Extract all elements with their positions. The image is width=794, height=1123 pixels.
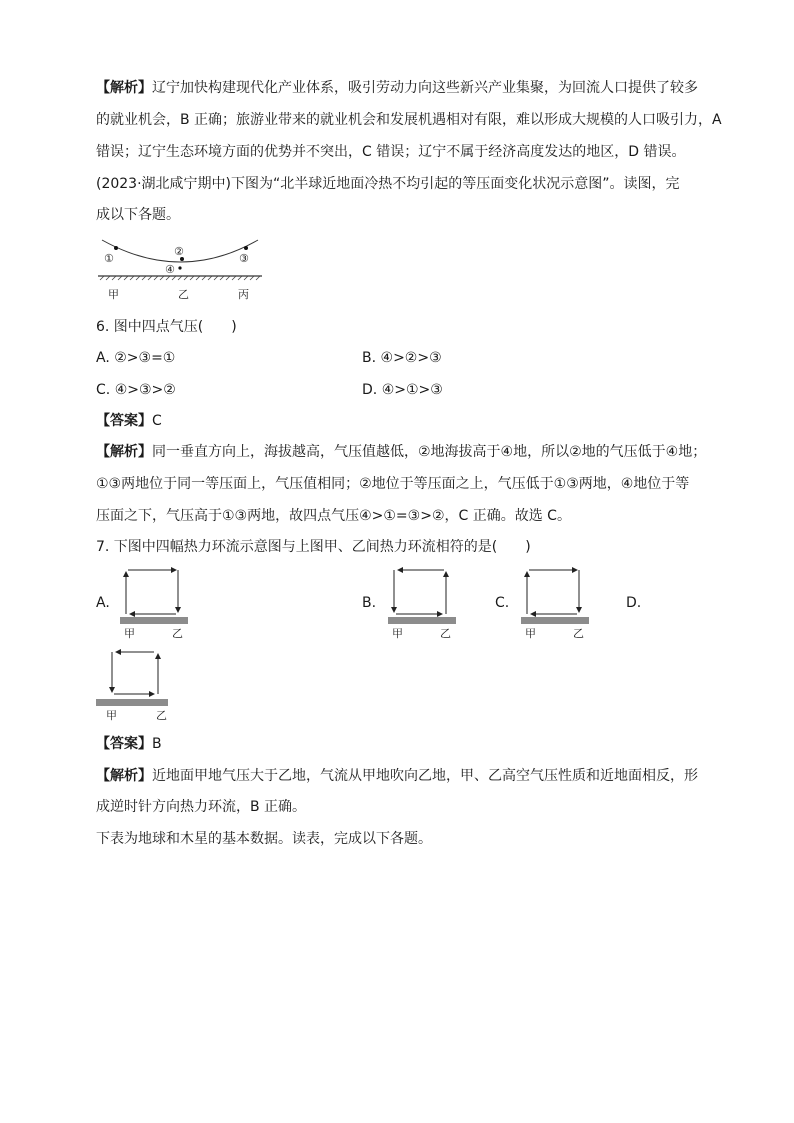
q7-option-b-letter: B. [362, 595, 377, 611]
q6-option-a [96, 348, 175, 368]
option-text: ④>②>③ [380, 350, 442, 366]
question-intro: (2023·湖北咸宁期中)下图为“北半球近地面冷热不均引起的等压面变化状况示意图”。读图，完 [96, 176, 680, 192]
ground-label-jia: 甲 [124, 627, 135, 640]
ground-label-jia: 甲 [108, 288, 119, 301]
q7-option-b-diagram [386, 566, 458, 638]
ground-hatching [100, 276, 260, 280]
q7-option-a-letter: A. [96, 595, 110, 611]
point-1-label: ① [104, 252, 114, 265]
ground-label-yi: 乙 [440, 627, 451, 640]
answer-label: 【答案】 [96, 413, 152, 429]
question-7-stem: 7. 下图中四幅热力环流示意图与上图甲、乙间热力环流相符的是( ) [96, 539, 531, 555]
q6-analysis-line: 压面之下，气压高于①③两地，故四点气压④>①=③>②，C 正确。故选 C。 [96, 508, 571, 524]
q7-analysis-line [96, 766, 698, 786]
q7-option-a-diagram [118, 566, 190, 638]
q6-answer [96, 411, 162, 431]
answer-value: C [152, 413, 162, 429]
option-letter: D. [362, 382, 378, 398]
answer-label: 【答案】 [96, 736, 152, 752]
ground-label-yi: 乙 [172, 627, 183, 640]
point-1-dot [114, 246, 118, 250]
q6-option-b [362, 348, 442, 368]
analysis-text: 错误；辽宁生态环境方面的优势并不突出，C 错误；辽宁不属于经济高度发达的地区，D 错误。 [96, 144, 686, 160]
q7-answer [96, 734, 162, 754]
q7-option-c-letter: C. [495, 595, 510, 611]
point-4-dot [178, 266, 181, 269]
ground-label-bing: 丙 [238, 288, 249, 301]
analysis-label: 【解析】 [96, 768, 152, 784]
option-text: ④>①>③ [381, 382, 443, 398]
analysis-text: 同一垂直方向上，海拔越高，气压值越低，②地海拔高于④地，所以②地的气压低于④地； [152, 444, 707, 460]
option-text: ④>③>② [114, 382, 176, 398]
question-6-stem: 6. 图中四点气压( ) [96, 319, 237, 335]
point-4-label: ④ [165, 263, 175, 276]
question-intro: 成以下各题。 [96, 207, 180, 223]
analysis-text: 辽宁加快构建现代化产业体系，吸引劳动力向这些新兴产业集聚，为回流人口提供了较多 [152, 80, 698, 96]
point-3-dot [244, 246, 248, 250]
ground-label-yi: 乙 [178, 288, 189, 301]
option-text: ②>③=① [114, 350, 176, 366]
q7-option-d-letter: D. [626, 595, 642, 611]
option-letter: A. [96, 350, 110, 366]
q6-analysis-line [96, 442, 706, 462]
analysis-paragraph-line [96, 78, 698, 98]
q7-option-d-diagram [96, 648, 168, 720]
option-letter: C. [96, 382, 111, 398]
analysis-label: 【解析】 [96, 80, 152, 96]
table-intro: 下表为地球和木星的基本数据。读表，完成以下各题。 [96, 831, 432, 847]
ground-label-yi: 乙 [573, 627, 584, 640]
q6-option-c [96, 380, 176, 400]
isobar-figure [96, 236, 266, 308]
ground-label-jia: 甲 [525, 627, 536, 640]
q6-option-d [362, 380, 443, 400]
analysis-label: 【解析】 [96, 444, 152, 460]
option-letter: B. [362, 350, 377, 366]
answer-value: B [152, 736, 162, 752]
analysis-text: 近地面甲地气压大于乙地，气流从甲地吹向乙地，甲、乙高空气压性质和近地面相反，形 [152, 768, 698, 784]
q7-analysis-line: 成逆时针方向热力环流，B 正确。 [96, 799, 307, 815]
point-3-label: ③ [239, 252, 249, 265]
q6-analysis-line: ①③两地位于同一等压面上，气压值相同；②地位于等压面之上，气压低于①③两地，④地位于等 [96, 476, 690, 492]
ground-label-jia: 甲 [392, 627, 403, 640]
point-2-label: ② [174, 245, 184, 258]
analysis-text: 的就业机会，B 正确；旅游业带来的就业机会和发展机遇相对有限，难以形成大规模的人口吸引力，A [96, 112, 722, 128]
ground-label-jia: 甲 [106, 709, 117, 722]
q7-option-c-diagram [519, 566, 591, 638]
ground-label-yi: 乙 [156, 709, 167, 722]
